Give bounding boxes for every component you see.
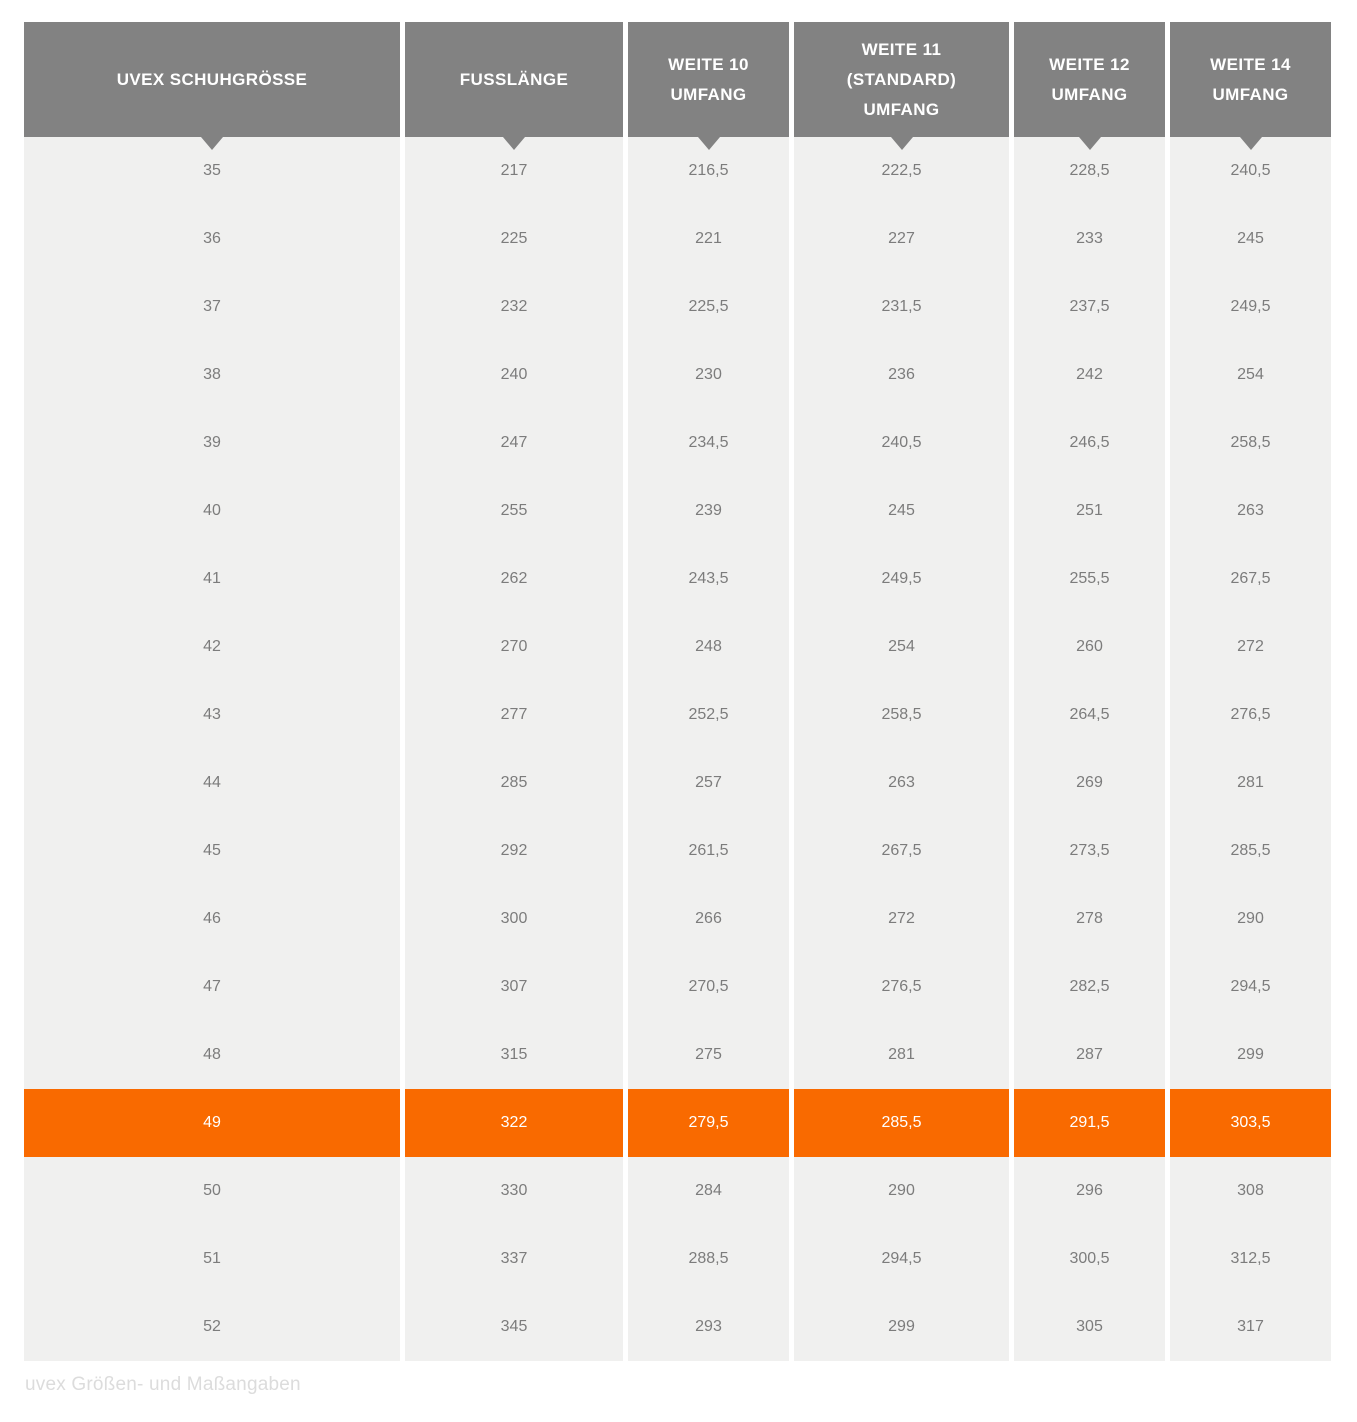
table-cell: 294,5 [1170,953,1331,1021]
table-cell: 299 [794,1293,1009,1361]
header-notch-arrow-icon [503,137,525,150]
table-cell: 337 [405,1225,623,1293]
table-cell: 39 [24,409,400,477]
column-header-label: WEITE 12 [1049,54,1130,74]
highlighted-row-cell: 322 [405,1089,623,1157]
table-cell: 225,5 [628,273,789,341]
table-cell: 221 [628,205,789,273]
table-cell: 261,5 [628,817,789,885]
table-cell: 237,5 [1014,273,1165,341]
highlighted-row-cell: 291,5 [1014,1089,1165,1157]
header-notch-arrow-icon [201,137,223,150]
table-cell: 37 [24,273,400,341]
table-cell: 232 [405,273,623,341]
table-cell: 264,5 [1014,681,1165,749]
table-cell: 287 [1014,1021,1165,1089]
table-cell: 40 [24,477,400,545]
column-header-label: WEITE 11 [861,39,942,59]
header-notch-arrow-icon [1240,137,1262,150]
table-cell: 51 [24,1225,400,1293]
table-cell: 231,5 [794,273,1009,341]
table-cell: 292 [405,817,623,885]
table-cell: 290 [1170,885,1331,953]
column-header-schuhgroesse [24,22,400,137]
table-cell: 248 [628,613,789,681]
table-cell: 246,5 [1014,409,1165,477]
column-header-label: UMFANG [1212,84,1289,104]
size-table [24,22,1331,1361]
table-cell: 275 [628,1021,789,1089]
table-cell: 296 [1014,1157,1165,1225]
column-header-label: UVEX SCHUHGRÖSSE [116,69,308,89]
table-cell: 230 [628,341,789,409]
table-cell: 254 [1170,341,1331,409]
table-cell: 249,5 [794,545,1009,613]
table-cell: 42 [24,613,400,681]
table-cell: 258,5 [794,681,1009,749]
table-cell: 273,5 [1014,817,1165,885]
column-header-label: UMFANG [1051,84,1128,104]
column-header-label: FUSSLÄNGE [459,69,569,89]
highlighted-row-cell: 303,5 [1170,1089,1331,1157]
table-cell: 317 [1170,1293,1331,1361]
table-cell: 217 [405,137,623,205]
column-header-label: WEITE 14 [1210,54,1291,74]
column-header-fusslaenge [405,22,623,137]
table-cell: 281 [1170,749,1331,817]
table-cell: 281 [794,1021,1009,1089]
table-cell: 272 [1170,613,1331,681]
table-cell: 290 [794,1157,1009,1225]
table-cell: 255 [405,477,623,545]
header-notch-arrow-icon [891,137,913,150]
header-notch-arrow-icon [698,137,720,150]
table-cell: 252,5 [628,681,789,749]
table-cell: 227 [794,205,1009,273]
table-cell: 233 [1014,205,1165,273]
table-cell: 45 [24,817,400,885]
table-cell: 285,5 [1170,817,1331,885]
table-cell: 269 [1014,749,1165,817]
column-header-weite-14 [1170,22,1331,137]
table-cell: 258,5 [1170,409,1331,477]
column-header-label: (STANDARD) [846,69,957,89]
table-cell: 216,5 [628,137,789,205]
table-cell: 330 [405,1157,623,1225]
table-cell: 240,5 [794,409,1009,477]
table-cell: 50 [24,1157,400,1225]
table-cell: 234,5 [628,409,789,477]
column-header-weite-12 [1014,22,1165,137]
table-cell: 242 [1014,341,1165,409]
table-cell: 257 [628,749,789,817]
table-cell: 293 [628,1293,789,1361]
table-cell: 260 [1014,613,1165,681]
table-cell: 222,5 [794,137,1009,205]
table-cell: 245 [794,477,1009,545]
table-cell: 315 [405,1021,623,1089]
table-cell: 272 [794,885,1009,953]
table-cell: 288,5 [628,1225,789,1293]
table-cell: 228,5 [1014,137,1165,205]
table-cell: 300 [405,885,623,953]
table-cell: 284 [628,1157,789,1225]
table-cell: 43 [24,681,400,749]
table-cell: 254 [794,613,1009,681]
table-cell: 263 [794,749,1009,817]
table-caption: uvex Größen- und Maßangaben [25,1374,301,1395]
highlighted-row-cell: 285,5 [794,1089,1009,1157]
table-cell: 278 [1014,885,1165,953]
table-cell: 270 [405,613,623,681]
column-header-weite-11-standard [794,22,1009,137]
table-cell: 240 [405,341,623,409]
table-cell: 38 [24,341,400,409]
table-cell: 307 [405,953,623,1021]
table-cell: 262 [405,545,623,613]
table-cell: 263 [1170,477,1331,545]
table-cell: 299 [1170,1021,1331,1089]
column-header-label: UMFANG [863,99,940,119]
highlighted-row-cell: 279,5 [628,1089,789,1157]
table-cell: 225 [405,205,623,273]
table-cell: 276,5 [1170,681,1331,749]
table-cell: 300,5 [1014,1225,1165,1293]
table-cell: 308 [1170,1157,1331,1225]
table-cell: 276,5 [794,953,1009,1021]
table-cell: 251 [1014,477,1165,545]
table-cell: 266 [628,885,789,953]
column-header-label: WEITE 10 [668,54,749,74]
table-cell: 240,5 [1170,137,1331,205]
table-cell: 267,5 [1170,545,1331,613]
table-cell: 46 [24,885,400,953]
highlighted-row-cell: 49 [24,1089,400,1157]
table-cell: 270,5 [628,953,789,1021]
table-cell: 52 [24,1293,400,1361]
table-cell: 294,5 [794,1225,1009,1293]
table-cell: 249,5 [1170,273,1331,341]
table-cell: 247 [405,409,623,477]
table-cell: 345 [405,1293,623,1361]
table-cell: 255,5 [1014,545,1165,613]
table-cell: 35 [24,137,400,205]
table-cell: 41 [24,545,400,613]
table-cell: 277 [405,681,623,749]
table-cell: 47 [24,953,400,1021]
table-cell: 236 [794,341,1009,409]
table-cell: 36 [24,205,400,273]
table-cell: 267,5 [794,817,1009,885]
table-cell: 305 [1014,1293,1165,1361]
table-cell: 239 [628,477,789,545]
table-cell: 282,5 [1014,953,1165,1021]
table-cell: 312,5 [1170,1225,1331,1293]
table-cell: 285 [405,749,623,817]
table-cell: 245 [1170,205,1331,273]
table-cell: 243,5 [628,545,789,613]
column-header-weite-10 [628,22,789,137]
table-cell: 44 [24,749,400,817]
table-cell: 48 [24,1021,400,1089]
header-notch-arrow-icon [1079,137,1101,150]
column-header-label: UMFANG [670,84,747,104]
